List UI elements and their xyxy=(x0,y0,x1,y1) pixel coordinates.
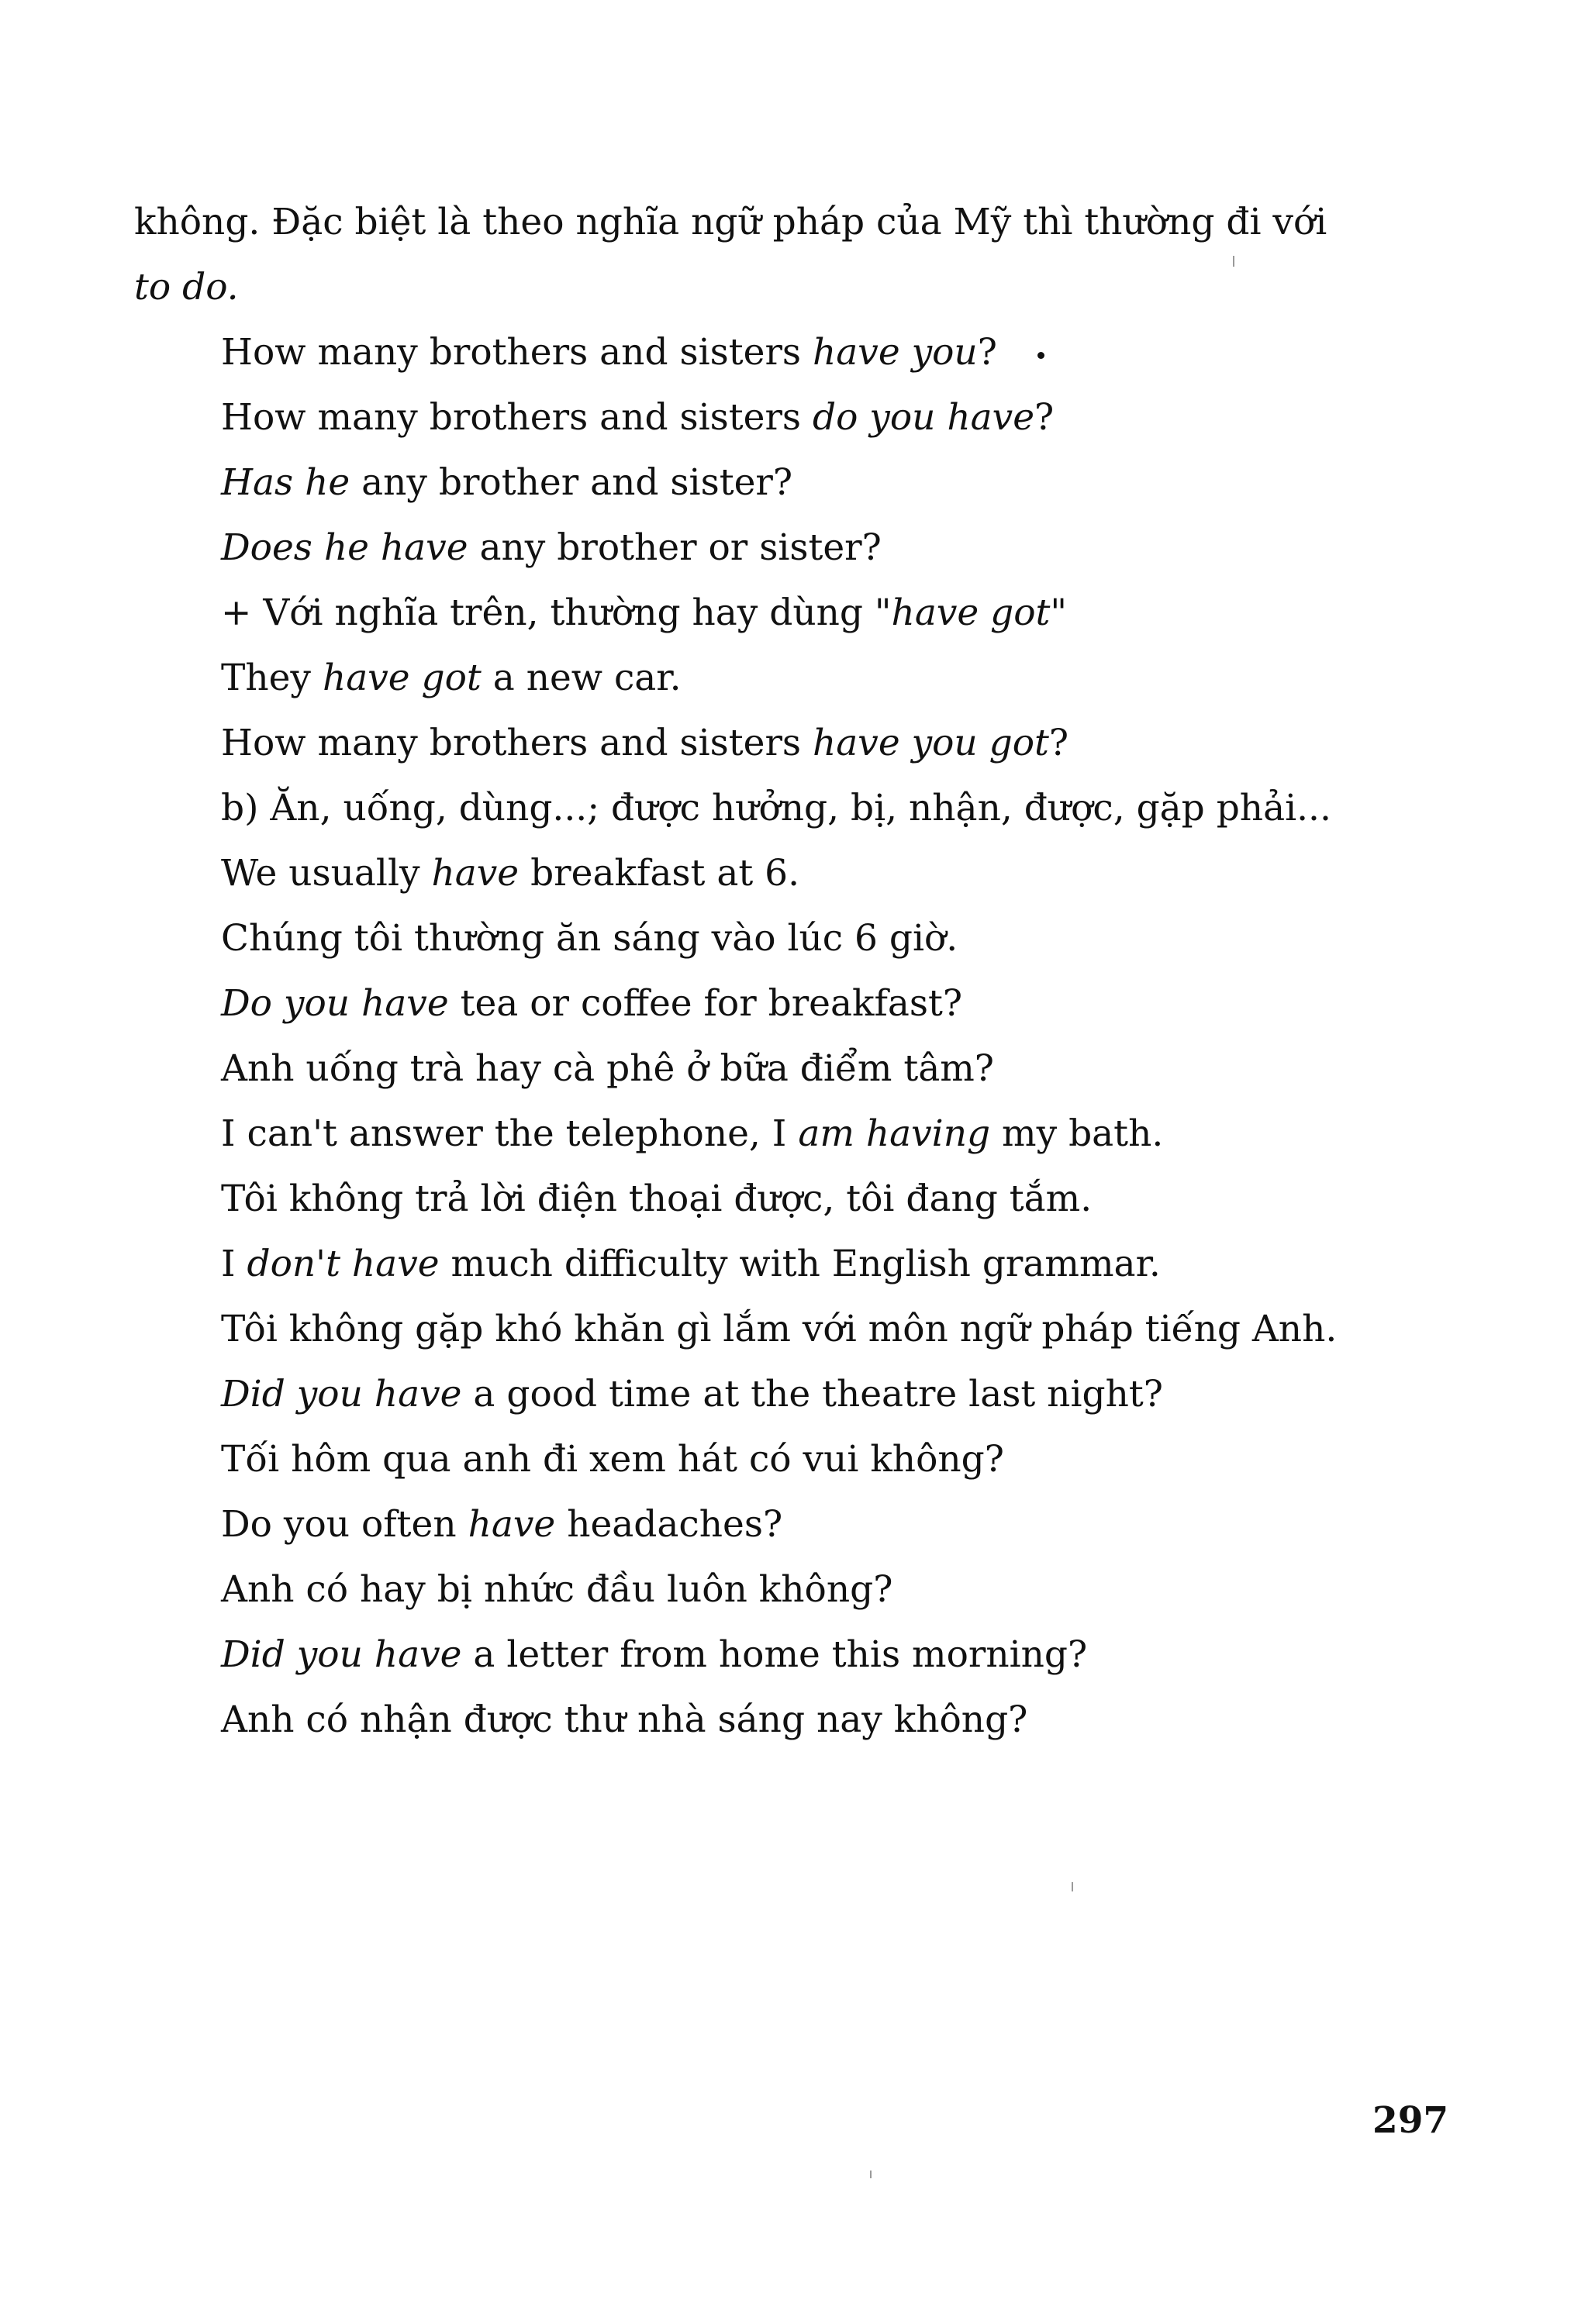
text-line xyxy=(134,841,1452,906)
italic-segment: have you got xyxy=(812,722,1049,764)
text-segment: How many brothers and sisters xyxy=(221,396,813,439)
italic-segment: have you xyxy=(812,331,978,374)
text-line xyxy=(134,906,1452,971)
italic-segment: have got xyxy=(322,657,482,699)
italic-segment: to do. xyxy=(134,266,239,309)
text-segment: I xyxy=(221,1243,247,1285)
text-segment: Anh có nhận được thư nhà sáng nay không? xyxy=(221,1698,1028,1741)
scan-speck xyxy=(1072,1882,1073,1891)
text-segment: They xyxy=(221,657,323,699)
text-segment: Tối hôm qua anh đi xem hát có vui không? xyxy=(221,1438,1004,1481)
italic-segment: have xyxy=(468,1503,556,1546)
italic-segment: do you have xyxy=(812,396,1035,439)
text-segment: Anh uống trà hay cà phê ở bữa điểm tâm? xyxy=(221,1047,995,1090)
text-segment: much difficulty with English grammar. xyxy=(439,1243,1161,1285)
text-segment: Tôi không gặp khó khăn gì lắm với môn ngữ pháp tiếng Anh. xyxy=(221,1308,1338,1350)
text-line xyxy=(134,1102,1452,1167)
text-line xyxy=(134,1557,1452,1622)
text-segment: b) Ăn, uống, dùng...; được hưởng, bị, nhận, được, gặp phải... xyxy=(221,787,1331,829)
italic-segment: have xyxy=(431,852,520,895)
text-line xyxy=(134,1427,1452,1492)
text-segment: breakfast at 6. xyxy=(519,852,800,895)
italic-segment: Do you have xyxy=(221,982,449,1025)
text-line xyxy=(134,1362,1452,1427)
text-line xyxy=(134,711,1452,776)
text-segment: How many brothers and sisters xyxy=(221,722,813,764)
text-segment: headaches? xyxy=(555,1503,783,1546)
italic-segment: Has he xyxy=(221,461,350,504)
text-segment: a good time at the theatre last night? xyxy=(461,1373,1163,1415)
text-line xyxy=(134,255,1452,320)
text-line xyxy=(134,1622,1452,1688)
text-line xyxy=(134,776,1452,841)
text-line xyxy=(134,1036,1452,1102)
text-line xyxy=(134,1232,1452,1297)
italic-segment: Does he have xyxy=(221,526,468,569)
text-line xyxy=(134,1688,1452,1753)
text-segment: I can't answer the telephone, I xyxy=(221,1112,799,1155)
text-segment: Tôi không trả lời điện thoại được, tôi đang tắm. xyxy=(221,1178,1093,1220)
page-number: 297 xyxy=(1372,2099,1449,2142)
italic-segment: am having xyxy=(798,1112,991,1155)
italic-segment: Did you have xyxy=(221,1633,462,1676)
page-body xyxy=(134,190,1452,1753)
text-segment: a letter from home this morning? xyxy=(461,1633,1088,1676)
text-segment: " xyxy=(1050,591,1068,634)
text-segment: ? xyxy=(1048,722,1069,764)
text-segment: ? xyxy=(1034,396,1055,439)
text-segment: Anh có hay bị nhức đầu luôn không? xyxy=(221,1568,893,1611)
text-segment: + Với nghĩa trên, thường hay dùng " xyxy=(221,591,892,634)
text-segment: my bath. xyxy=(990,1112,1164,1155)
italic-segment: Did you have xyxy=(221,1373,462,1415)
text-segment: ? xyxy=(977,331,997,374)
scan-speck xyxy=(1233,256,1234,267)
text-segment: Chúng tôi thường ăn sáng vào lúc 6 giờ. xyxy=(221,917,958,960)
text-line xyxy=(134,971,1452,1036)
text-line xyxy=(134,515,1452,581)
scan-speck xyxy=(870,2171,872,2178)
text-segment: any brother or sister? xyxy=(468,526,882,569)
text-segment: không. Đặc biệt là theo nghĩa ngữ pháp của Mỹ thì thường đi với xyxy=(134,201,1327,243)
text-line xyxy=(134,1492,1452,1557)
text-line xyxy=(134,581,1452,646)
text-line xyxy=(134,1167,1452,1232)
text-segment: tea or coffee for breakfast? xyxy=(448,982,963,1025)
italic-segment: don't have xyxy=(247,1243,440,1285)
text-line xyxy=(134,320,1452,385)
text-line xyxy=(134,450,1452,515)
text-segment: We usually xyxy=(221,852,432,895)
text-line xyxy=(134,646,1452,711)
text-line xyxy=(134,385,1452,450)
text-segment: any brother and sister? xyxy=(350,461,793,504)
italic-segment: have got xyxy=(891,591,1051,634)
text-segment: a new car. xyxy=(481,657,682,699)
stray-dot-mark xyxy=(1037,352,1044,359)
text-segment: Do you often xyxy=(221,1503,468,1546)
text-segment: How many brothers and sisters xyxy=(221,331,813,374)
text-line xyxy=(134,1297,1452,1362)
text-line xyxy=(134,190,1452,255)
